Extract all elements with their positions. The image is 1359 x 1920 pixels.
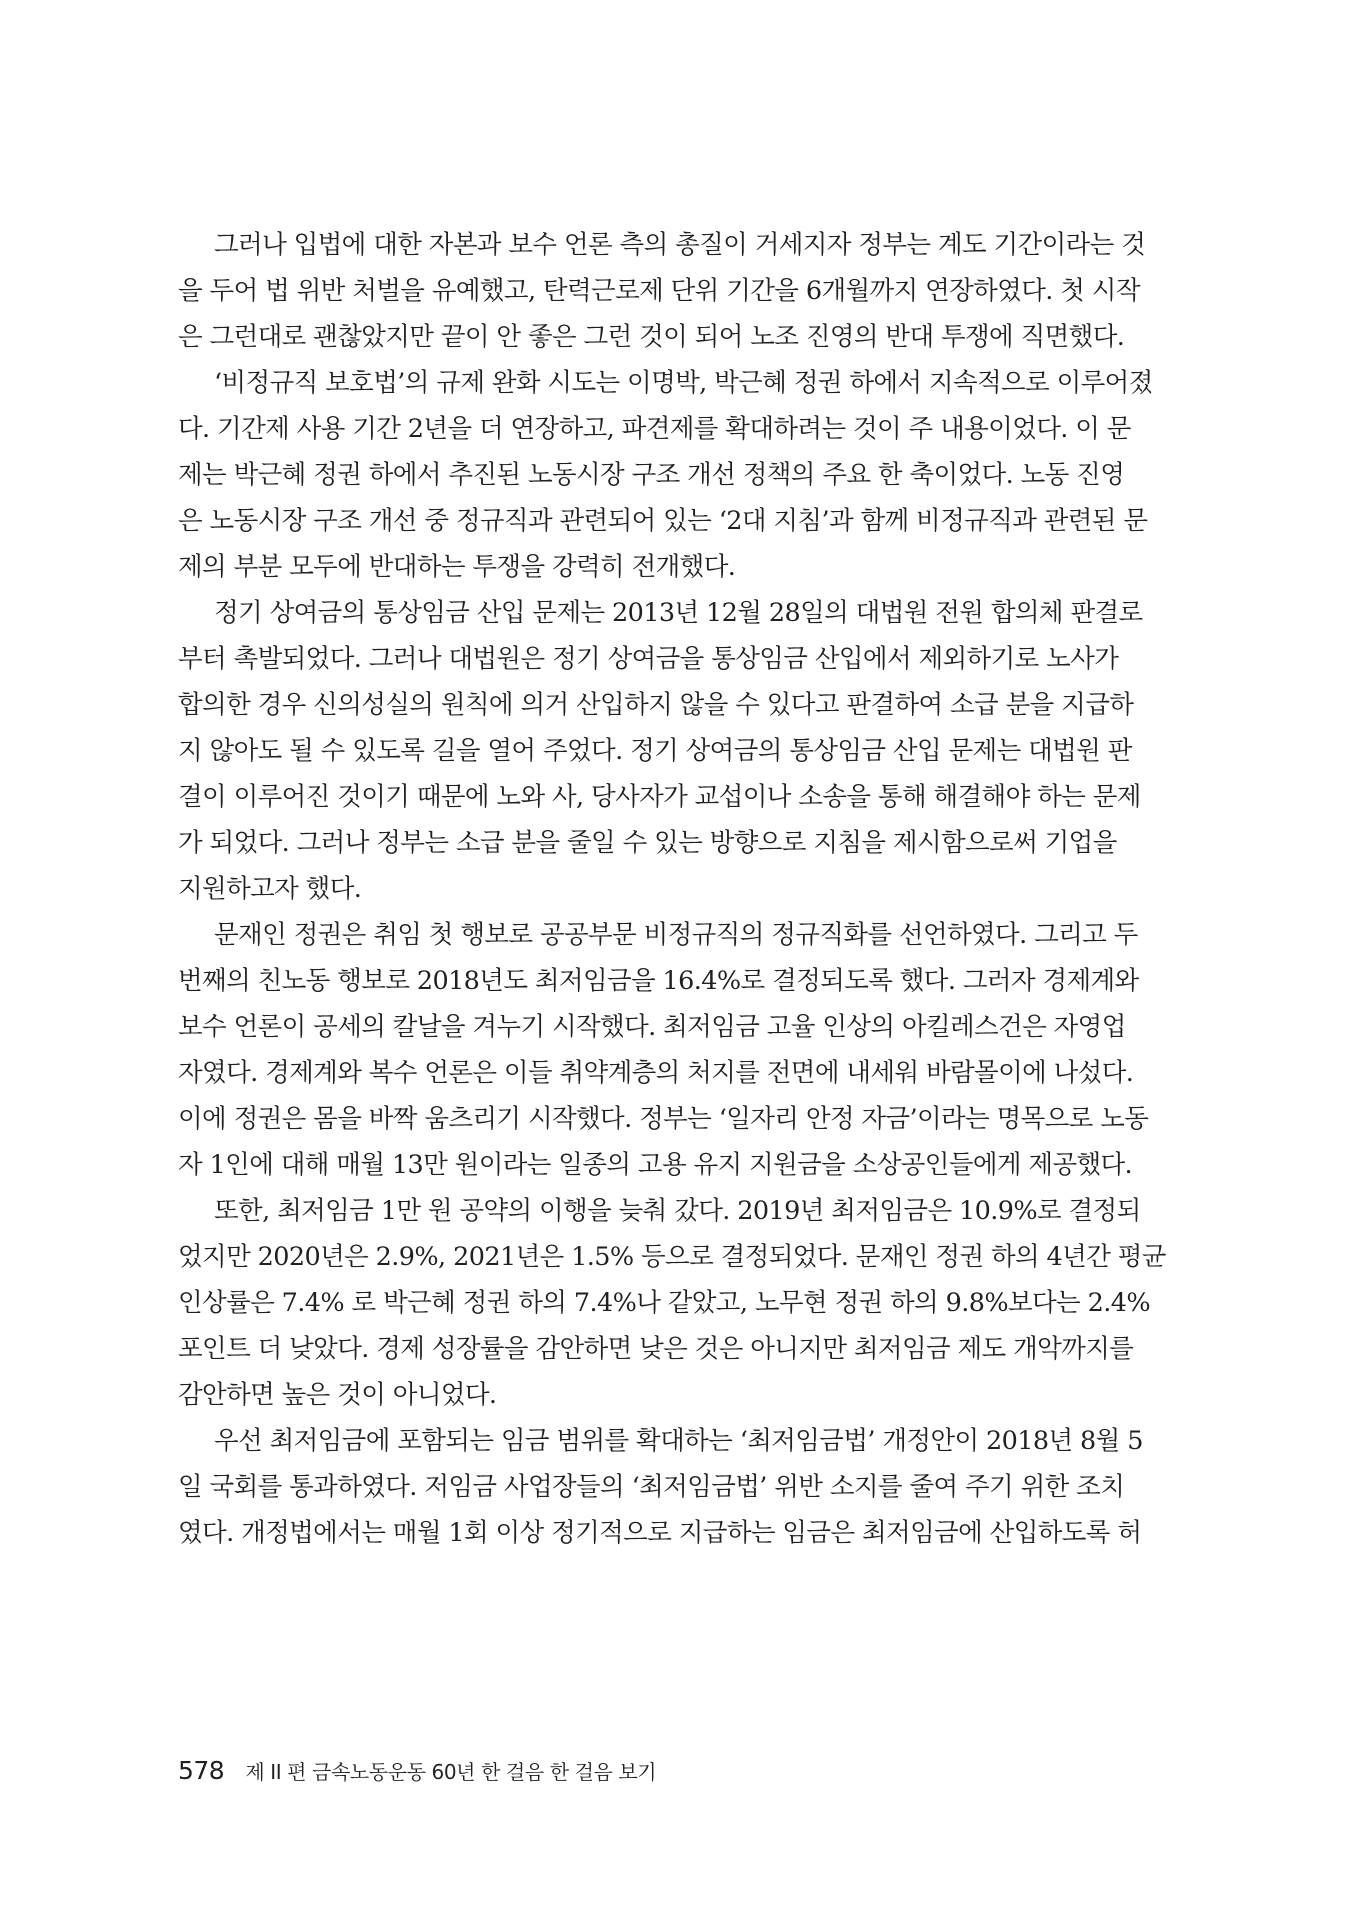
text-line: 였다. 개정법에서는 매월 1회 이상 정기적으로 지급하는 임금은 최저임금에 산입하도록 허 — [178, 1518, 1142, 1548]
page-number: 578 — [178, 1756, 225, 1785]
text-line: 또한, 최저임금 1만 원 공약의 이행을 늦춰 갔다. 2019년 최저임금은 10.9%로 결정되 — [214, 1196, 1141, 1226]
text-line: ‘비정규직 보호법’의 규제 완화 시도는 이명박, 박근혜 정권 하에서 지속적으로 이루어졌 — [214, 368, 1153, 398]
running-title: 제 II 편 금속노동운동 60년 한 걸음 한 걸음 보기 — [245, 1760, 657, 1784]
text-line: 인상률은 7.4% 로 박근혜 정권 하의 7.4%나 같았고, 노무현 정권 하의 9.8%보다는 2.4% — [178, 1288, 1150, 1318]
text-line: 자였다. 경제계와 복수 언론은 이들 취약계층의 처지를 전면에 내세워 바람몰이에 나섰다. — [178, 1058, 1134, 1088]
text-line: 그러나 입법에 대한 자본과 보수 언론 측의 총질이 거세지자 정부는 계도 기간이라는 것 — [214, 230, 1146, 260]
paragraph — [178, 912, 1180, 1188]
text-line: 일 국회를 통과하였다. 저임금 사업장들의 ‘최저임금법’ 위반 소지를 줄여 주기 위한 조치 — [178, 1472, 1125, 1502]
text-line: 부터 촉발되었다. 그러나 대법원은 정기 상여금을 통상임금 산입에서 제외하기로 노사가 — [178, 644, 1119, 674]
paragraph — [178, 1418, 1180, 1556]
text-line: 은 노동시장 구조 개선 중 정규직과 관련되어 있는 ‘2대 지침’과 함께 비정규직과 관련된 문 — [178, 506, 1148, 536]
paragraph — [178, 1188, 1180, 1418]
text-line: 정기 상여금의 통상임금 산입 문제는 2013년 12월 28일의 대법원 전원 합의체 판결로 — [214, 598, 1143, 628]
text-line: 결이 이루어진 것이기 때문에 노와 사, 당사자가 교섭이나 소송을 통해 해결해야 하는 문제 — [178, 782, 1141, 812]
text-line: 을 두어 법 위반 처벌을 유예했고, 탄력근로제 단위 기간을 6개월까지 연장하였다. 첫 시작 — [178, 276, 1140, 306]
text-line: 우선 최저임금에 포함되는 임금 범위를 확대하는 ‘최저임금법’ 개정안이 2018년 8월 5 — [214, 1426, 1143, 1456]
text-line: 지 않아도 될 수 있도록 길을 열어 주었다. 정기 상여금의 통상임금 산입 문제는 대법원 판 — [178, 736, 1132, 766]
text-line: 문재인 정권은 취임 첫 행보로 공공부문 비정규직의 정규직화를 선언하였다. 그리고 두 — [214, 920, 1138, 950]
body-text — [178, 222, 1180, 1556]
text-line: 합의한 경우 신의성실의 원칙에 의거 산입하지 않을 수 있다고 판결하여 소급 분을 지급하 — [178, 690, 1134, 720]
text-line: 다. 기간제 사용 기간 2년을 더 연장하고, 파견제를 확대하려는 것이 주 내용이었다. 이 문 — [178, 414, 1131, 444]
text-line: 번째의 친노동 행보로 2018년도 최저임금을 16.4%로 결정되도록 했다. 그러자 경제계와 — [178, 966, 1139, 996]
text-line: 자 1인에 대해 매월 13만 원이라는 일종의 고용 유지 지원금을 소상공인들에게 제공했다. — [178, 1150, 1133, 1180]
text-line: 지원하고자 했다. — [178, 874, 362, 904]
paragraph — [178, 222, 1180, 360]
text-line: 감안하면 높은 것이 아니었다. — [178, 1380, 497, 1410]
paragraph — [178, 360, 1180, 590]
text-line: 보수 언론이 공세의 칼날을 겨누기 시작했다. 최저임금 고율 인상의 아킬레스건은 자영업 — [178, 1012, 1126, 1042]
text-line: 가 되었다. 그러나 정부는 소급 분을 줄일 수 있는 방향으로 지침을 제시함으로써 기업을 — [178, 828, 1117, 858]
text-line: 은 그런대로 괜찮았지만 끝이 안 좋은 그런 것이 되어 노조 진영의 반대 투쟁에 직면했다. — [178, 322, 1125, 352]
paragraph — [178, 590, 1180, 912]
text-line: 제는 박근혜 정권 하에서 추진된 노동시장 구조 개선 정책의 주요 한 축이었다. 노동 진영 — [178, 460, 1125, 490]
text-line: 었지만 2020년은 2.9%, 2021년은 1.5% 등으로 결정되었다. 문재인 정권 하의 4년간 평균 — [178, 1242, 1166, 1272]
text-line: 이에 정권은 몸을 바짝 움츠리기 시작했다. 정부는 ‘일자리 안정 자금’이라는 명목으로 노동 — [178, 1104, 1149, 1134]
text-line: 제의 부분 모두에 반대하는 투쟁을 강력히 전개했다. — [178, 552, 736, 582]
text-line: 포인트 더 낮았다. 경제 성장률을 감안하면 낮은 것은 아니지만 최저임금 제도 개악까지를 — [178, 1334, 1134, 1364]
page-footer — [178, 1756, 656, 1792]
